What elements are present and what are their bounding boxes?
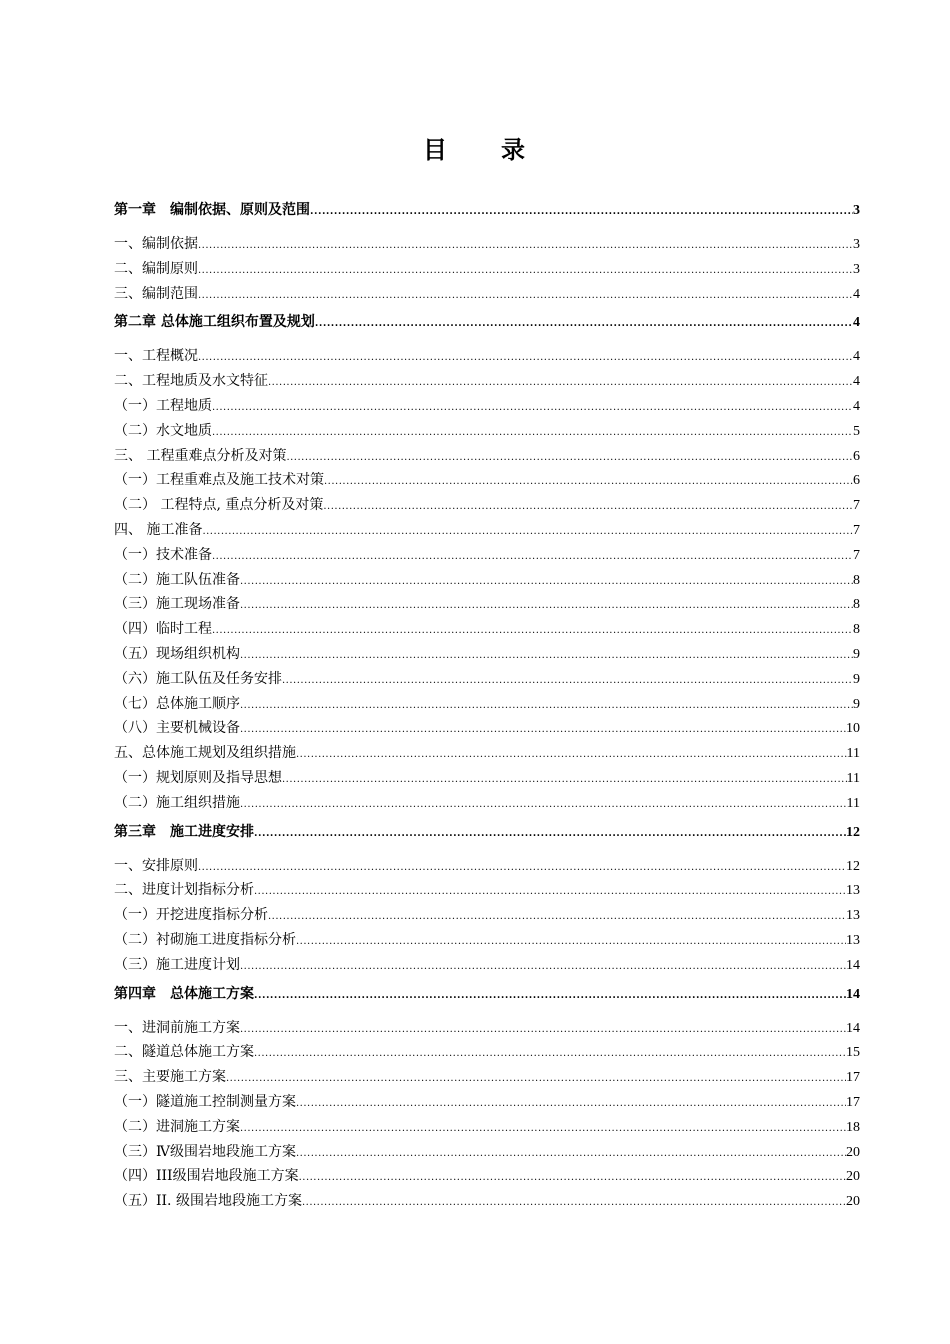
toc-entry[interactable] — [114, 791, 860, 816]
toc-page-number: 10 — [846, 721, 860, 737]
toc-page-number: 12 — [846, 824, 860, 840]
toc-entry-text: 三、编制范围 — [114, 285, 198, 302]
dot-leader — [254, 1042, 846, 1067]
toc-entry-text: 第一章 编制依据、原则及范围 — [114, 202, 310, 218]
table-of-contents — [114, 198, 860, 1214]
dot-leader — [212, 396, 853, 421]
toc-entry[interactable] — [114, 1115, 860, 1140]
toc-page-number: 9 — [853, 646, 860, 662]
dot-leader — [198, 234, 853, 259]
toc-page-number: 6 — [853, 473, 860, 489]
toc-entry-text: （二）进洞施工方案 — [114, 1118, 240, 1135]
toc-page-number: 3 — [853, 237, 860, 252]
toc-entry[interactable] — [114, 1164, 860, 1189]
toc-page-number: 14 — [846, 1020, 860, 1036]
toc-page-number: 20 — [846, 1169, 860, 1185]
toc-entry-text: 一、安排原则 — [114, 857, 198, 874]
dot-leader — [240, 1018, 846, 1043]
dot-leader — [198, 856, 846, 881]
toc-entry-text: 二、进度计划指标分析 — [114, 882, 254, 899]
toc-entry-text: 四、 施工准备 — [114, 521, 203, 538]
toc-entry-text: （一）技术准备 — [114, 546, 212, 563]
dot-leader — [282, 669, 853, 694]
toc-page-number: 13 — [846, 908, 860, 924]
dot-leader — [299, 1166, 846, 1191]
toc-entry-text: 一、编制依据 — [114, 236, 198, 252]
toc-entry-text: （二）施工队伍准备 — [114, 571, 240, 588]
dot-leader — [240, 594, 853, 619]
toc-entry-text: 一、工程概况 — [114, 348, 198, 365]
toc-entry[interactable] — [114, 444, 860, 469]
toc-entry[interactable] — [114, 766, 860, 791]
toc-entry[interactable] — [114, 1065, 860, 1090]
dot-leader — [198, 259, 853, 284]
toc-entry-text: （一）工程重难点及施工技术对策 — [114, 472, 324, 489]
dot-leader — [310, 200, 853, 224]
toc-entry[interactable] — [114, 282, 860, 307]
toc-entry[interactable] — [114, 716, 860, 741]
toc-entry[interactable] — [114, 493, 860, 518]
toc-entry-text: （七）总体施工顺序 — [114, 695, 240, 712]
dot-leader — [296, 1092, 846, 1117]
toc-page-number: 8 — [853, 622, 860, 638]
toc-entry[interactable] — [114, 642, 860, 667]
toc-entry[interactable] — [114, 419, 860, 444]
toc-entry[interactable] — [114, 1090, 860, 1115]
toc-entry-text: （一）工程地质 — [114, 397, 212, 414]
toc-page-number: 6 — [853, 448, 860, 464]
dot-leader — [254, 822, 846, 846]
dot-leader — [198, 346, 853, 371]
dot-leader — [282, 768, 847, 793]
dot-leader — [240, 793, 847, 818]
dot-leader — [268, 371, 853, 396]
dot-leader — [198, 284, 853, 309]
toc-entry-text: （二）施工组织措施 — [114, 794, 240, 811]
toc-entry[interactable] — [114, 543, 860, 568]
toc-entry-text: （二）衬砌施工进度指标分析 — [114, 931, 296, 948]
toc-page-number: 20 — [846, 1144, 860, 1160]
toc-page-number: 8 — [853, 597, 860, 613]
toc-page-number: 14 — [846, 957, 860, 973]
toc-chapter-entry[interactable] — [114, 310, 860, 344]
toc-page-number: 15 — [846, 1045, 860, 1061]
toc-page-number: 11 — [846, 795, 860, 811]
toc-page-number: 8 — [853, 572, 860, 588]
dot-leader — [240, 694, 853, 719]
toc-chapter-entry[interactable] — [114, 198, 860, 232]
dot-leader — [226, 1067, 846, 1092]
toc-entry-text: 二、编制原则 — [114, 260, 198, 277]
toc-page-number: 17 — [846, 1094, 860, 1110]
toc-entry-text: （一）规划原则及指导思想 — [114, 769, 282, 786]
dot-leader — [315, 312, 853, 336]
toc-entry-text: 三、 工程重难点分析及对策 — [114, 447, 287, 464]
toc-entry[interactable] — [114, 232, 860, 257]
toc-entry[interactable] — [114, 394, 860, 419]
toc-title: 目 录 — [423, 135, 527, 164]
dot-leader — [296, 743, 847, 768]
toc-page-number: 7 — [853, 522, 860, 538]
dot-leader — [323, 495, 853, 520]
toc-entry[interactable] — [114, 1040, 860, 1065]
toc-entry-text: （一）开挖进度指标分析 — [114, 907, 268, 924]
toc-entry[interactable] — [114, 1016, 860, 1041]
dot-leader — [240, 718, 846, 743]
toc-entry-text: 二、隧道总体施工方案 — [114, 1044, 254, 1061]
toc-page-number: 13 — [846, 932, 860, 948]
toc-page-number: 11 — [846, 746, 860, 762]
toc-page-number: 13 — [846, 883, 860, 899]
toc-entry[interactable] — [114, 928, 860, 953]
toc-entry-text: 三、主要施工方案 — [114, 1069, 226, 1086]
toc-entry-text: （二）水文地质 — [114, 422, 212, 439]
toc-entry[interactable] — [114, 1140, 860, 1165]
toc-page-number: 3 — [853, 261, 860, 277]
toc-page-number: 17 — [846, 1070, 860, 1086]
toc-entry-text: （三）施工进度计划 — [114, 956, 240, 973]
toc-entry[interactable] — [114, 1189, 860, 1214]
toc-entry[interactable] — [114, 617, 860, 642]
toc-entry-text: 一、进洞前施工方案 — [114, 1019, 240, 1036]
toc-entry[interactable] — [114, 692, 860, 717]
toc-entry-text: （二） 工程特点, 重点分析及对策 — [114, 497, 324, 514]
toc-page-number: 14 — [846, 986, 860, 1002]
dot-leader — [240, 955, 846, 980]
dot-leader — [202, 520, 853, 545]
toc-page-number: 20 — [846, 1194, 860, 1210]
toc-entry-text: （四）临时工程 — [114, 621, 212, 638]
toc-page-number: 7 — [853, 547, 860, 563]
toc-entry-text: （五）II. 级围岩地段施工方案 — [114, 1193, 302, 1210]
toc-page-number: 4 — [853, 315, 860, 331]
toc-entry[interactable] — [114, 257, 860, 282]
dot-leader — [212, 421, 853, 446]
dot-leader — [324, 470, 853, 495]
dot-leader — [286, 446, 853, 471]
toc-page-number: 12 — [846, 858, 860, 874]
toc-page-number: 5 — [853, 423, 860, 439]
toc-page-number: 9 — [853, 696, 860, 712]
dot-leader — [240, 1117, 846, 1142]
toc-entry-text: （八）主要机械设备 — [114, 720, 240, 737]
dot-leader — [302, 1191, 846, 1216]
toc-page-number: 4 — [853, 349, 860, 365]
dot-leader — [240, 644, 853, 669]
toc-entry-text: （三）施工现场准备 — [114, 596, 240, 613]
toc-entry[interactable] — [114, 903, 860, 928]
dot-leader — [254, 984, 846, 1008]
toc-entry[interactable] — [114, 741, 860, 766]
toc-entry[interactable] — [114, 468, 860, 493]
toc-entry-text: 二、工程地质及水文特征 — [114, 373, 268, 390]
toc-entry-text: 第二章 总体施工组织布置及规划 — [114, 314, 315, 331]
toc-entry-text: 第三章 施工进度安排 — [114, 823, 254, 840]
toc-page-number: 4 — [853, 286, 860, 302]
toc-entry-text: 五、总体施工规划及组织措施 — [114, 745, 296, 762]
toc-page-number: 3 — [853, 203, 860, 218]
toc-entry-text: （六）施工队伍及任务安排 — [114, 670, 282, 687]
toc-entry[interactable] — [114, 518, 860, 543]
dot-leader — [296, 930, 846, 955]
toc-entry[interactable] — [114, 667, 860, 692]
toc-chapter-entry[interactable] — [114, 820, 860, 854]
toc-entry[interactable] — [114, 568, 860, 593]
toc-entry[interactable] — [114, 878, 860, 903]
toc-entry[interactable] — [114, 953, 860, 978]
toc-entry-text: （四）III级围岩地段施工方案 — [114, 1168, 299, 1185]
toc-page-number: 18 — [846, 1119, 860, 1135]
dot-leader — [240, 570, 853, 595]
dot-leader — [296, 1142, 846, 1167]
toc-page-number: 7 — [853, 498, 860, 514]
toc-page-number: 11 — [846, 770, 860, 786]
toc-page-number: 4 — [853, 398, 860, 414]
toc-entry[interactable] — [114, 344, 860, 369]
dot-leader — [268, 905, 846, 930]
toc-entry-text: （五）现场组织机构 — [114, 645, 240, 662]
toc-chapter-entry[interactable] — [114, 982, 860, 1016]
toc-page-number: 9 — [853, 671, 860, 687]
toc-entry[interactable] — [114, 369, 860, 394]
dot-leader — [212, 545, 853, 570]
toc-entry-text: 第四章 总体施工方案 — [114, 985, 254, 1002]
dot-leader — [212, 619, 853, 644]
toc-entry[interactable] — [114, 854, 860, 879]
toc-entry-text: （三）Ⅳ级围岩地段施工方案 — [114, 1143, 296, 1160]
toc-page-number: 4 — [853, 374, 860, 390]
toc-entry[interactable] — [114, 592, 860, 617]
dot-leader — [254, 880, 846, 905]
toc-entry-text: （一）隧道施工控制测量方案 — [114, 1093, 296, 1110]
